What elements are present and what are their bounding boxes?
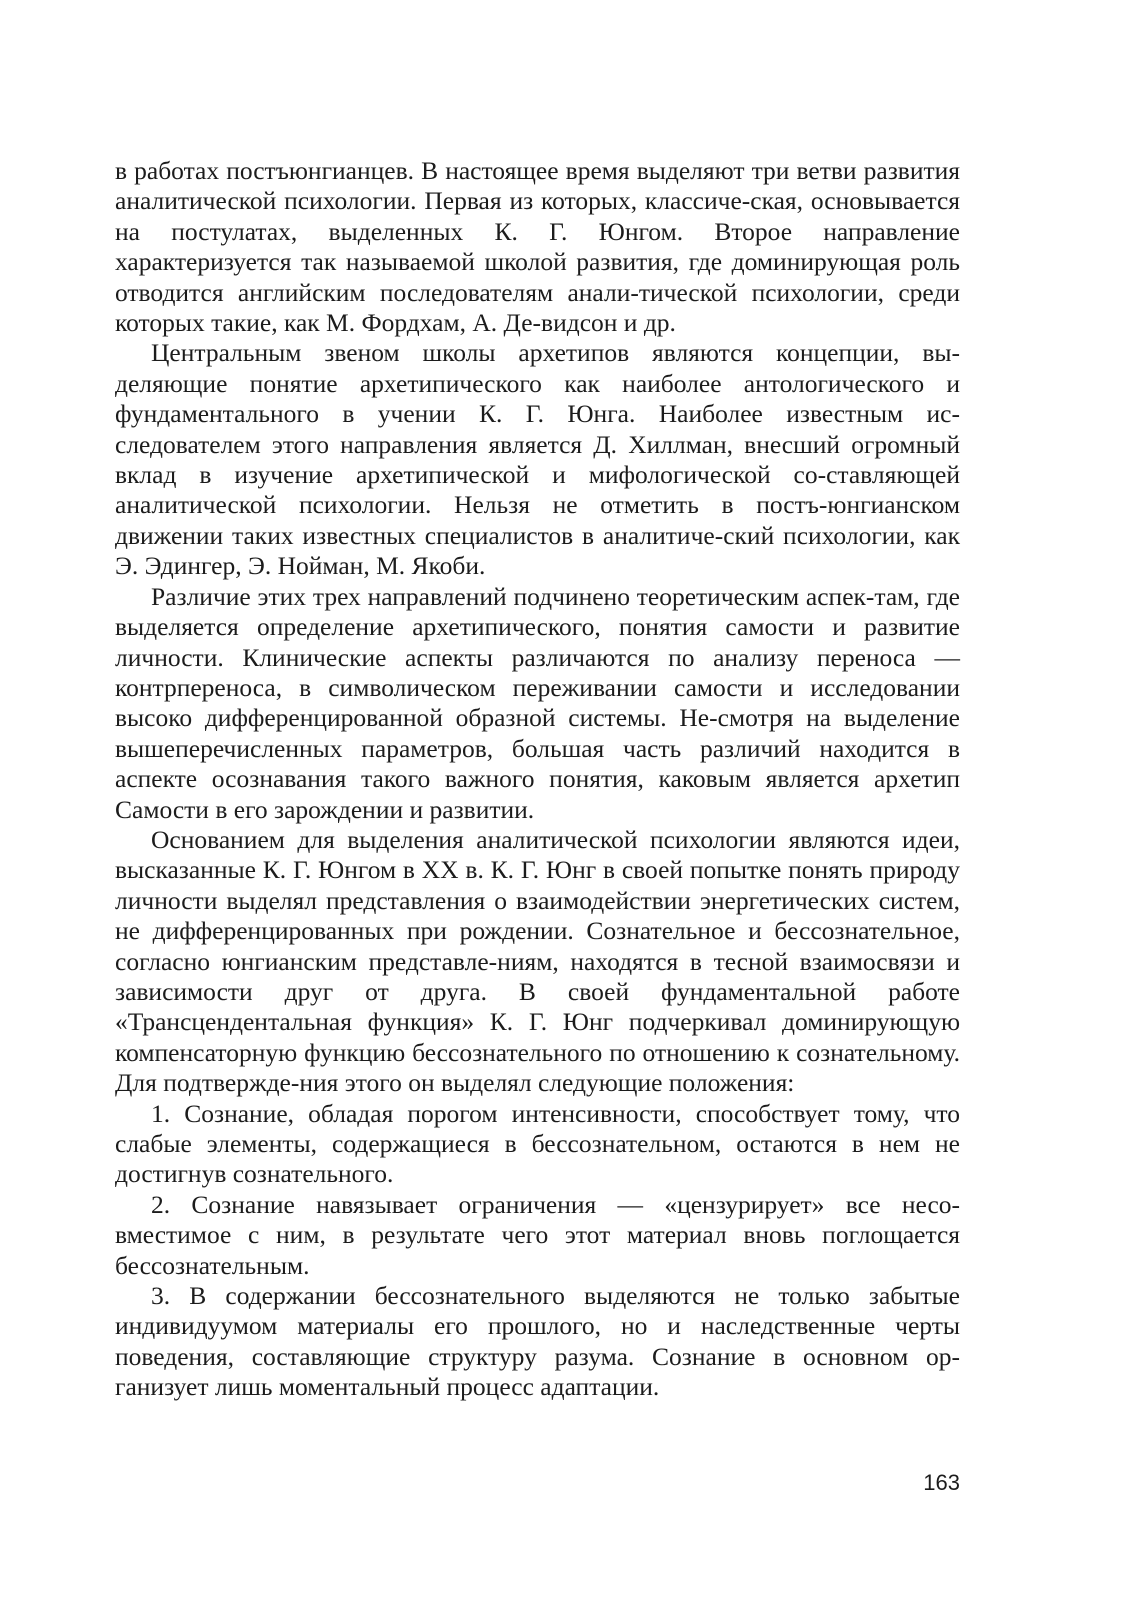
list-item-1: 1. Сознание, обладая порогом интенсивности, способствует тому, что слабые элементы, содержащиеся в бессознательном, остаются в нем не достигнув сознательного. [115, 1098, 960, 1189]
paragraph-4: Основанием для выделения аналитической психологии являются идеи, высказанные К. Г. Юнгом в XX в. К. Г. Юнг в своей попытке понять природу личности выделял представления о взаимодействии энергетических систем, не дифференцированных при рождении. Сознательное и бессознательное, согласно юнгианским представле-ниям, находятся в тесной взаимосвязи и зависимости друг от друга. В своей фундаментальной работе «Трансцендентальная функция» К. Г. Юнг подчеркивал доминирующую компенсаторную функцию бессознательного по отношению к сознательному. Для подтвержде-ния этого он выделял следующие положения: [115, 824, 960, 1098]
page-number: 163 [923, 1470, 960, 1495]
paragraph-1: в работах постъюнгианцев. В настоящее время выделяют три ветви развития аналитической психологии. Первая из которых, классиче-ская, основывается на постулатах, выделенных К. Г. Юнгом. Второе направление характеризуется так называемой школой развития, где доминирующая роль отводится английским последователям анали-тической психологии, среди которых такие, как М. Фордхам, А. Де-видсон и др. [115, 156, 960, 338]
body-text [115, 156, 960, 1403]
paragraph-3: Различие этих трех направлений подчинено теоретическим аспек-там, где выделяется определение архетипического, понятия самости и развитие личности. Клинические аспекты различаются по анализу переноса — контрпереноса, в символическом переживании самости и исследовании высоко дифференцированной образной системы. Не-смотря на выделение вышеперечисленных параметров, большая часть различий находится в аспекте осознавания такого важного понятия, каковым является архетип Самости в его зарождении и развитии. [115, 581, 960, 824]
list-item-3: 3. В содержании бессознательного выделяются не только забытые индивидуумом материалы его прошлого, но и наследственные черты поведения, составляющие структуру разума. Сознание в основном ор-ганизует лишь моментальный процесс адаптации. [115, 1281, 960, 1402]
list-item-2: 2. Сознание навязывает ограничения — «цензурирует» все несо-вместимое с ним, в результате чего этот материал вновь поглощается бессознательным. [115, 1189, 960, 1280]
paragraph-2: Центральным звеном школы архетипов являются концепции, вы-деляющие понятие архетипического как наиболее антологического и фундаментального в учении К. Г. Юнга. Наиболее известным ис-следователем этого направления является Д. Хиллман, внесший огромный вклад в изучение архетипической и мифологической со-ставляющей аналитической психологии. Нельзя не отметить в постъ-юнгианском движении таких известных специалистов в аналитиче-ский психологии, как Э. Эдингер, Э. Нойман, М. Якоби. [115, 338, 960, 581]
